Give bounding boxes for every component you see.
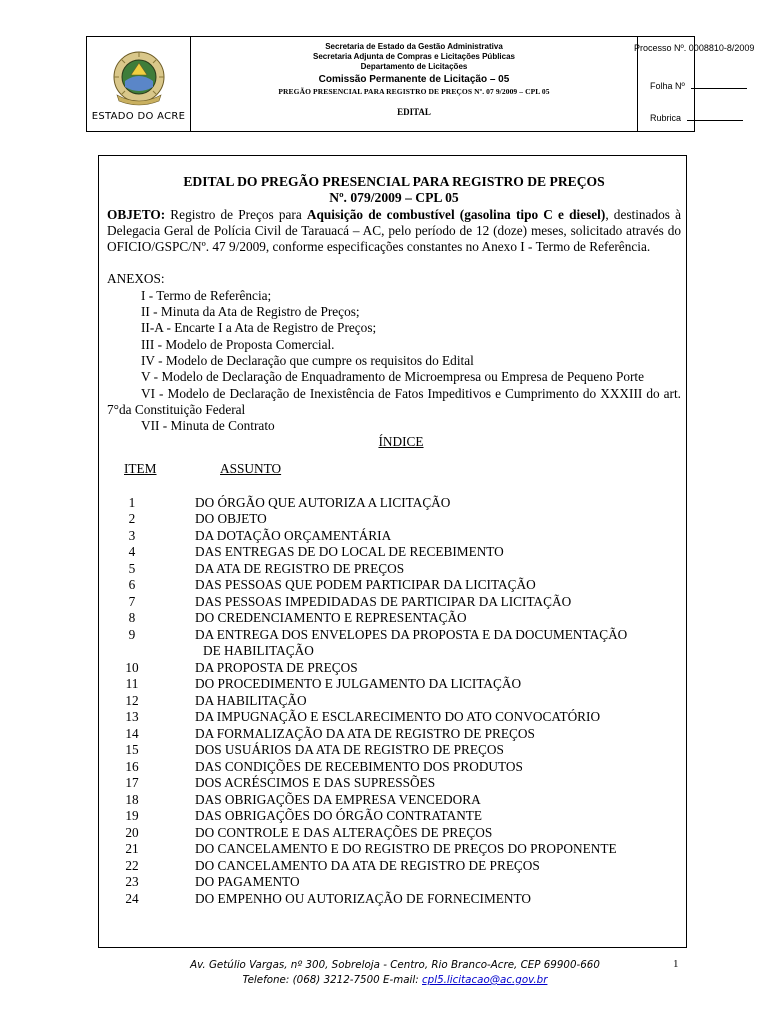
index-row xyxy=(107,742,681,759)
index-item-number: 3 xyxy=(128,527,136,543)
footer-address: Av. Getúlio Vargas, nº 300, Sobreloja - Centro, Rio Branco-Acre, CEP 69900-660 xyxy=(190,959,600,971)
index-item-number: 4 xyxy=(128,544,136,560)
index-row xyxy=(107,792,681,809)
index-item-number: 8 xyxy=(128,610,136,626)
index-row xyxy=(107,528,681,545)
index-item-subject: DAS CONDIÇÕES DE RECEBIMENTO DOS PRODUTOS xyxy=(195,758,523,774)
index-item-subject: DO CANCELAMENTO DA ATA DE REGISTRO DE PREÇOS xyxy=(195,857,540,873)
index-item-subject: DA HABILITAÇÃO xyxy=(195,692,307,708)
index-row xyxy=(107,511,681,528)
index-item-number: 5 xyxy=(128,560,136,576)
index-item-subject-cont: DE HABILITAÇÃO xyxy=(203,643,314,659)
index-item-subject: DOS ACRÉSCIMOS E DAS SUPRESSÕES xyxy=(195,775,436,791)
page-footer xyxy=(170,958,620,988)
index-item-number: 13 xyxy=(125,709,139,725)
index-item-number: 20 xyxy=(125,824,139,840)
document-header xyxy=(86,36,755,132)
anexo-item: III - Modelo de Proposta Comercial. xyxy=(141,336,335,352)
anexos-label: ANEXOS: xyxy=(107,271,165,287)
index-item-number: 2 xyxy=(128,511,136,527)
acre-coat-of-arms-icon xyxy=(111,51,167,109)
index-row xyxy=(107,841,681,858)
col-assunto-header: ASSUNTO xyxy=(220,460,282,476)
index-item-subject: DO PROCEDIMENTO E JULGAMENTO DA LICITAÇÃO xyxy=(195,676,522,692)
index-row xyxy=(107,577,681,594)
index-row xyxy=(107,825,681,842)
index-item-number: 21 xyxy=(125,841,139,857)
index-item-number: 1 xyxy=(128,494,136,510)
index-row xyxy=(107,858,681,875)
anexo-item: I - Termo de Referência; xyxy=(141,287,272,303)
index-item-subject: DAS OBRIGAÇÕES DO ÓRGÃO CONTRATANTE xyxy=(195,808,483,824)
objeto-bold: Aquisição de combustível (gasolina tipo C e diesel) xyxy=(306,206,606,222)
header-center xyxy=(191,37,638,131)
index-item-number: 10 xyxy=(125,659,139,675)
index-row xyxy=(107,627,681,660)
page-number: 1 xyxy=(673,958,679,970)
header-line-2: Secretaria Adjunta de Compras e Licitações Públicas xyxy=(313,52,515,61)
anexo-item: II-A - Encarte I a Ata de Registro de Preços; xyxy=(141,320,377,336)
index-row xyxy=(107,495,681,512)
index-item-subject: DO ÓRGÃO QUE AUTORIZA A LICITAÇÃO xyxy=(195,494,451,510)
anexo-item: VI - Modelo de Declaração de Inexistência de Fatos Impeditivos e Cumprimento do XXXIII do art. 7°da Constituição Federal xyxy=(107,385,681,417)
footer-phone: Telefone: (068) 3212-7500 E-mail: xyxy=(242,974,423,986)
index-item-number: 23 xyxy=(125,874,139,890)
objeto-post: , destinados à Delegacia Geral de Polícia Civil de Tarauacá – AC, pelo período de 12 (doze) meses, solicitado através do OFICIO/GSPC/Nº. 47 9/2009, conforme especificações constantes no Anexo I - Termo de Referência. xyxy=(107,206,682,255)
anexo-item: V - Modelo de Declaração de Enquadramento de Microempresa ou Empresa de Pequeno Porte xyxy=(141,369,645,385)
index-item-number: 9 xyxy=(128,626,136,642)
index-row xyxy=(107,544,681,561)
index-table xyxy=(107,495,681,908)
index-item-number: 17 xyxy=(125,775,139,791)
index-table-header xyxy=(107,461,681,481)
folha-label: Folha Nº xyxy=(650,81,685,91)
index-row xyxy=(107,891,681,908)
index-item-subject: DA ATA DE REGISTRO DE PREÇOS xyxy=(195,560,405,576)
header-right xyxy=(634,37,755,131)
index-item-subject: DA PROPOSTA DE PREÇOS xyxy=(195,659,358,675)
footer-email-link[interactable]: cpl5.licitacao@ac.gov.br xyxy=(422,974,548,986)
indice-heading: ÍNDICE xyxy=(378,434,424,450)
index-row xyxy=(107,709,681,726)
header-pregao: PREGÃO PRESENCIAL PARA REGISTRO DE PREÇOS Nº. 07 9/2009 – CPL 05 xyxy=(278,87,550,96)
index-row xyxy=(107,610,681,627)
index-item-subject: DA ENTREGA DOS ENVELOPES DA PROPOSTA E DA DOCUMENTAÇÃO xyxy=(195,626,628,642)
index-item-subject: DAS PESSOAS QUE PODEM PARTICIPAR DA LICITAÇÃO xyxy=(195,577,536,593)
index-item-subject: DA DOTAÇÃO ORÇAMENTÁRIA xyxy=(195,527,392,543)
index-item-subject: DO CANCELAMENTO E DO REGISTRO DE PREÇOS DO PROPONENTE xyxy=(195,841,617,857)
index-item-number: 22 xyxy=(125,857,139,873)
index-item-subject: DAS OBRIGAÇÕES DA EMPRESA VENCEDORA xyxy=(195,791,481,807)
index-item-number: 16 xyxy=(125,758,139,774)
estado-label: ESTADO DO ACRE xyxy=(91,111,186,122)
rubrica-label: Rubrica xyxy=(650,113,682,123)
index-item-number: 6 xyxy=(128,577,136,593)
index-row xyxy=(107,676,681,693)
folha-blank xyxy=(691,81,747,89)
index-item-subject: DOS USUÁRIOS DA ATA DE REGISTRO DE PREÇOS xyxy=(195,742,504,758)
index-item-subject: DO OBJETO xyxy=(195,511,267,527)
header-cpl: Comissão Permanente de Licitação – 05 xyxy=(318,74,510,85)
rubrica-field xyxy=(650,113,743,123)
index-item-number: 11 xyxy=(125,676,139,692)
index-item-subject: DO CONTROLE E DAS ALTERAÇÕES DE PREÇOS xyxy=(195,824,493,840)
index-row xyxy=(107,775,681,792)
folha-field xyxy=(650,81,747,91)
index-row xyxy=(107,874,681,891)
col-item-header: ITEM xyxy=(124,460,157,476)
anexo-item: VII - Minuta de Contrato xyxy=(141,418,275,434)
index-item-number: 24 xyxy=(125,890,139,906)
doc-title-2: Nº. 079/2009 – CPL 05 xyxy=(329,190,459,206)
document-body xyxy=(107,174,681,907)
index-item-subject: DO EMPENHO OU AUTORIZAÇÃO DE FORNECIMENTO xyxy=(195,890,531,906)
index-item-number: 14 xyxy=(125,725,139,741)
index-item-number: 19 xyxy=(125,808,139,824)
index-row xyxy=(107,561,681,578)
index-item-subject: DAS ENTREGAS DE DO LOCAL DE RECEBIMENTO xyxy=(195,544,504,560)
index-item-subject: DA IMPUGNAÇÃO E ESCLARECIMENTO DO ATO CONVOCATÓRIO xyxy=(195,709,601,725)
processo-number: Processo Nº. 0008810-8/2009 xyxy=(634,43,755,53)
objeto-label: OBJETO: xyxy=(107,206,166,222)
objeto-pre: Registro de Preços para xyxy=(165,206,307,222)
logo-column xyxy=(87,37,191,131)
index-item-number: 15 xyxy=(125,742,139,758)
header-line-3: Departamento de Licitações xyxy=(360,62,468,71)
footer-contact xyxy=(170,973,620,988)
objeto-paragraph xyxy=(107,207,681,256)
index-item-number: 7 xyxy=(128,593,136,609)
index-row xyxy=(107,594,681,611)
index-item-subject: DO CREDENCIAMENTO E REPRESENTAÇÃO xyxy=(195,610,467,626)
anexo-item: IV - Modelo de Declaração que cumpre os requisitos do Edital xyxy=(141,352,474,368)
header-edital: EDITAL xyxy=(397,107,431,117)
doc-title-1: EDITAL DO PREGÃO PRESENCIAL PARA REGISTRO DE PREÇOS xyxy=(183,174,605,189)
index-item-number: 18 xyxy=(125,791,139,807)
index-row xyxy=(107,808,681,825)
rubrica-blank xyxy=(687,113,743,121)
index-item-subject: DAS PESSOAS IMPEDIDADAS DE PARTICIPAR DA LICITAÇÃO xyxy=(195,593,572,609)
index-row xyxy=(107,726,681,743)
index-item-subject: DA FORMALIZAÇÃO DA ATA DE REGISTRO DE PREÇOS xyxy=(195,725,535,741)
header-line-1: Secretaria de Estado da Gestão Administrativa xyxy=(325,42,503,51)
index-row xyxy=(107,693,681,710)
index-item-number: 12 xyxy=(125,692,139,708)
anexo-item: II - Minuta da Ata de Registro de Preços; xyxy=(141,304,360,320)
index-row xyxy=(107,660,681,677)
index-row xyxy=(107,759,681,776)
index-item-subject: DO PAGAMENTO xyxy=(195,874,300,890)
